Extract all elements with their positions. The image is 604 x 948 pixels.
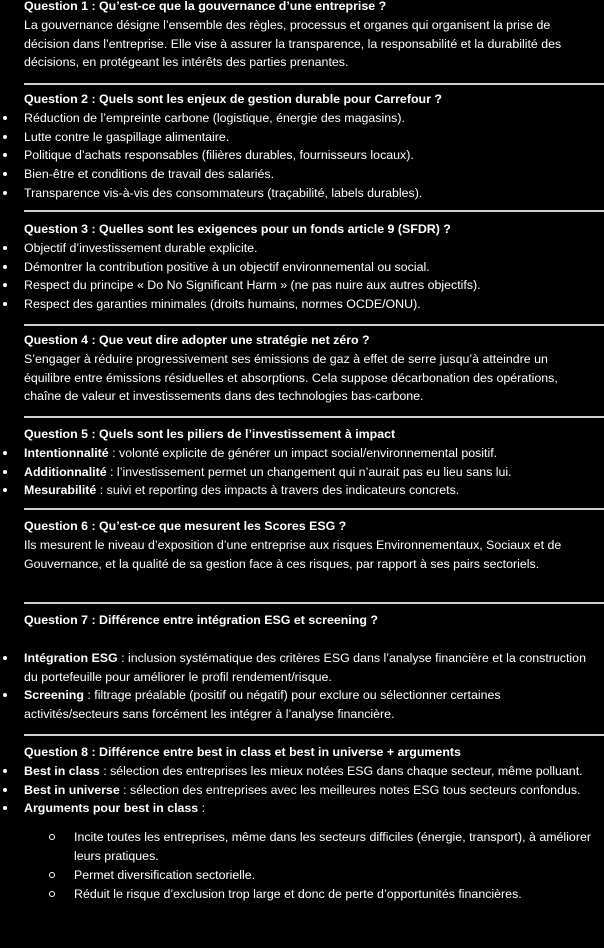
question-1-title: Question 1 : Qu’est-ce que la gouvernance d’une entreprise ?	[24, 0, 387, 13]
arguments-sublist	[0, 828, 604, 903]
list-item	[0, 781, 604, 800]
definition: : sélection des entreprises avec les meilleures notes ESG tous secteurs confondus.	[119, 782, 581, 797]
question-2-title: Question 2 : Quels sont les enjeux de gestion durable pour Carrefour ?	[24, 92, 442, 106]
sublist-item: Incite toutes les entreprises, même dans les secteurs difficiles (énergie, transport), à améliorer leurs pratiques.	[0, 828, 604, 866]
question-6-title: Question 6 : Qu’est-ce que mesurent les Scores ESG ?	[24, 519, 347, 533]
section-q8	[0, 743, 604, 903]
list-item: Démontrer la contribution positive à un objectif environnemental ou social.	[0, 258, 604, 277]
question-4-text: S’engager à réduire progressivement ses émissions de gaz à effet de serre jusqu’à atteindre un équilibre entre émissions résiduelles et absorptions. Cela suppose décarbonation des opérations, chaîne de valeur et investissements dans des technologies bas-carbone.	[24, 351, 558, 404]
question-7-list	[0, 649, 604, 724]
question-4-title: Question 4 : Que veut dire adopter une stratégie net zéro ?	[24, 333, 370, 347]
list-item	[0, 481, 604, 500]
question-3-title: Question 3 : Quelles sont les exigences pour un fonds article 9 (SFDR) ?	[24, 222, 451, 236]
term: Additionnalité	[24, 464, 107, 479]
term: Best in class	[24, 763, 100, 778]
list-item: Respect du principe « Do No Significant Harm » (ne pas nuire aux autres objectifs).	[0, 276, 604, 295]
list-item: Objectif d’investissement durable explicite.	[0, 239, 604, 258]
section-q1	[0, 0, 604, 72]
list-item	[0, 762, 604, 781]
question-7-title: Question 7 : Différence entre intégration ESG et screening ?	[24, 613, 378, 627]
definition: : volonté explicite de générer un impact social/environnemental positif.	[108, 445, 498, 460]
section-q7	[0, 611, 604, 724]
list-item	[0, 686, 604, 724]
divider	[24, 734, 604, 736]
term: Screening	[24, 688, 84, 703]
list-item: Respect des garanties minimales (droits humains, normes OCDE/ONU).	[0, 295, 604, 314]
divider	[24, 602, 604, 604]
term: Best in universe	[24, 782, 120, 797]
list-item: Réduction de l’empreinte carbone (logistique, énergie des magasins).	[0, 109, 604, 128]
section-q3	[0, 220, 604, 314]
definition: : filtrage préalable (positif ou négatif) pour exclure ou sélectionner certaines activités/secteurs sans forcément les intégrer à l’analyse financière.	[24, 688, 501, 722]
definition: : sélection des entreprises les mieux notées ESG dans chaque secteur, même polluant.	[99, 763, 583, 778]
definition: :	[198, 801, 206, 816]
section-q4	[0, 331, 604, 406]
section-q6	[0, 517, 604, 573]
sublist-item: Permet diversification sectorielle.	[0, 866, 604, 885]
sublist-item: Réduit le risque d’exclusion trop large et donc de perte d’opportunités financières.	[0, 885, 604, 904]
list-item: Lutte contre le gaspillage alimentaire.	[0, 128, 604, 147]
term: Intégration ESG	[24, 650, 118, 665]
section-q5	[0, 425, 604, 500]
definition: : l’investissement permet un changement qui n’aurait pas eu lieu sans lui.	[106, 464, 512, 479]
question-5-list	[0, 444, 604, 500]
question-6-text: Ils mesurent le niveau d’exposition d’une entreprise aux risques Environnementaux, Sociaux et de Gouvernance, et la qualité de sa gestion face à ces risques, par rapport à ses pairs sectoriels.	[24, 537, 562, 571]
list-item	[0, 444, 604, 463]
list-item: Transparence vis-à-vis des consommateurs (traçabilité, labels durables).	[0, 184, 604, 203]
divider	[24, 83, 604, 85]
list-item: Politique d’achats responsables (filières durables, fournisseurs locaux).	[0, 146, 604, 165]
term: Arguments pour best in class	[24, 801, 199, 816]
term: Mesurabilité	[24, 483, 97, 498]
definition: : inclusion systématique des critères ESG dans l’analyse financière et la construction du portefeuille pour améliorer le profil rendement/risque.	[24, 650, 586, 684]
list-item	[0, 799, 604, 818]
divider	[24, 210, 604, 212]
definition: : suivi et reporting des impacts à travers des indicateurs concrets.	[96, 483, 460, 498]
question-2-list	[0, 109, 604, 203]
question-3-list	[0, 239, 604, 314]
question-8-list	[0, 762, 604, 818]
question-5-title: Question 5 : Quels sont les piliers de l’investissement à impact	[24, 427, 396, 441]
divider	[24, 416, 604, 418]
list-item	[0, 649, 604, 687]
list-item	[0, 463, 604, 482]
question-1-text: La gouvernance désigne l’ensemble des règles, processus et organes qui organisent la prise de décision dans l’entreprise. Elle vise à assurer la transparence, la responsabilité et la durabilité des décisions, en protégeant les intérêts des parties prenantes.	[24, 17, 562, 70]
question-8-title: Question 8 : Différence entre best in class et best in universe + arguments	[24, 745, 461, 759]
section-q2	[0, 90, 604, 203]
list-item: Bien-être et conditions de travail des salariés.	[0, 165, 604, 184]
divider	[24, 508, 604, 510]
term: Intentionnalité	[24, 445, 109, 460]
divider	[24, 324, 604, 326]
